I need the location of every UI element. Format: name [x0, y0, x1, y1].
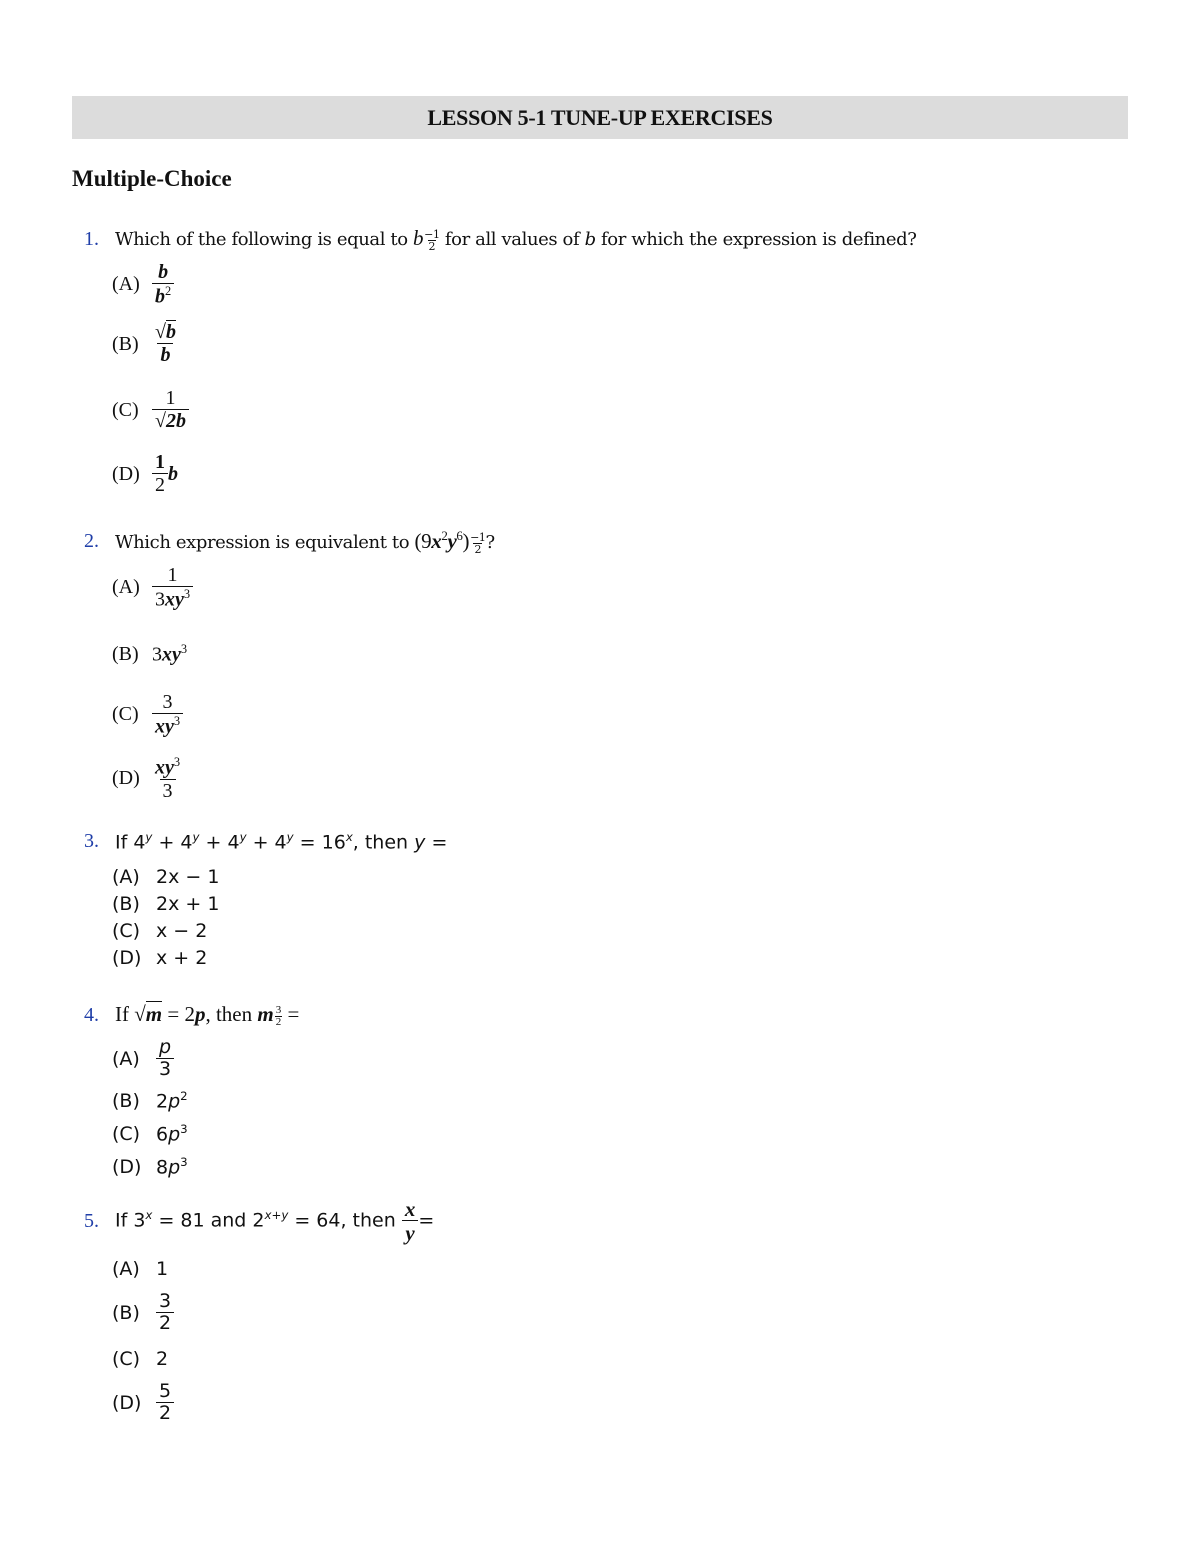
option-2a[interactable]: (A) $\frac{1}{3xy^3}$	[112, 565, 193, 611]
fraction: $\frac{3}{xy^3}$	[152, 692, 183, 738]
option-3b[interactable]: (B) 2x + 1	[112, 893, 220, 915]
fraction: $\frac{√b}{b}$	[155, 321, 176, 366]
question-2	[84, 528, 495, 555]
expression: $(9x^2y^6)$	[414, 528, 470, 553]
option-4a[interactable]: (A) $\frac{p}{3}$	[112, 1038, 174, 1080]
option-4c[interactable]: (C) $6p^3$	[112, 1122, 188, 1146]
option-2d[interactable]: (D) $\frac{xy^3}{3}$	[112, 756, 183, 802]
option-4b[interactable]: (B) $2p^2$	[112, 1089, 188, 1113]
option-5b[interactable]: (B) $\frac{3}{2}$	[112, 1292, 174, 1334]
fraction: $\frac{5}{2}$	[156, 1382, 174, 1424]
fraction: $\frac{p}{3}$	[156, 1038, 174, 1080]
fraction: $\frac{1}{3xy^3}$	[152, 565, 193, 611]
option-3c[interactable]: (C) x − 2	[112, 920, 208, 942]
option-1d[interactable]: (D) $\frac{1}{2}$ b	[112, 451, 178, 496]
option-1c[interactable]: (C) $\frac{1}{√2b}$	[112, 388, 189, 432]
fraction: $\frac{xy^3}{3}$	[155, 755, 181, 802]
question-1	[84, 226, 917, 252]
question-number: 5.	[84, 1209, 99, 1232]
radical-icon: √	[155, 321, 166, 343]
radical-icon: √	[134, 1002, 146, 1026]
option-5c[interactable]: (C) 2	[112, 1348, 169, 1370]
option-2b[interactable]: (B) $3xy^3$	[112, 642, 188, 666]
fraction: $\frac{3}{2}$	[156, 1292, 174, 1334]
question-text: If $4^y + 4^y + 4^y + 4^y = 16^x$, then y =	[115, 830, 448, 854]
lesson-title: LESSON 5-1 TUNE-UP EXERCISES	[427, 104, 773, 130]
section-heading: Multiple-Choice	[72, 166, 232, 191]
question-text: If √m = 2p, then m $\frac{3}{2}$ =	[115, 1002, 300, 1028]
question-number: 4.	[84, 1003, 99, 1026]
question-number: 1.	[84, 227, 99, 250]
exponent: $\frac{3}{2}$	[275, 1004, 282, 1028]
option-3d[interactable]: (D) x + 2	[112, 947, 208, 969]
option-2c[interactable]: (C) $\frac{3}{xy^3}$	[112, 692, 183, 738]
question-number: 2.	[84, 530, 99, 552]
exponent: − 1 2	[470, 531, 486, 556]
radical-icon: √	[155, 410, 166, 432]
question-text: Which of the following is equal to b − 1 2 for all values of b for which the expression is defined?	[115, 226, 917, 253]
exponent: − 1 2	[424, 228, 440, 253]
option-3a[interactable]: (A) 2x − 1	[112, 866, 220, 888]
option-5d[interactable]: (D) $\frac{5}{2}$	[112, 1382, 174, 1424]
option-5a[interactable]: (A) 1	[112, 1258, 169, 1280]
question-text: Which expression is equivalent to $(9x^2y^6)$ − 1 2 ?	[115, 528, 495, 556]
question-5	[84, 1198, 434, 1244]
fraction: $\frac{1}{√2b}$	[152, 388, 189, 432]
question-4	[84, 1002, 299, 1028]
fraction: $\frac{x}{y}$	[402, 1198, 419, 1244]
option-1b[interactable]: (B) $\frac{√b}{b}$	[112, 322, 179, 366]
fraction: $\frac{b}{b^2}$	[152, 262, 174, 308]
lesson-title-banner	[72, 96, 1128, 139]
question-3	[84, 830, 447, 853]
fraction: $\frac{1}{2}$	[152, 452, 168, 496]
option-4d[interactable]: (D) $8p^3$	[112, 1155, 188, 1179]
option-1a[interactable]: (A) $\frac{b}{b^2}$	[112, 262, 174, 308]
question-text: If 3$^x$ = 81 and $2^{x+y} = 64$, then $\frac{x}{y}$ =	[115, 1197, 435, 1246]
question-number: 3.	[84, 830, 99, 853]
